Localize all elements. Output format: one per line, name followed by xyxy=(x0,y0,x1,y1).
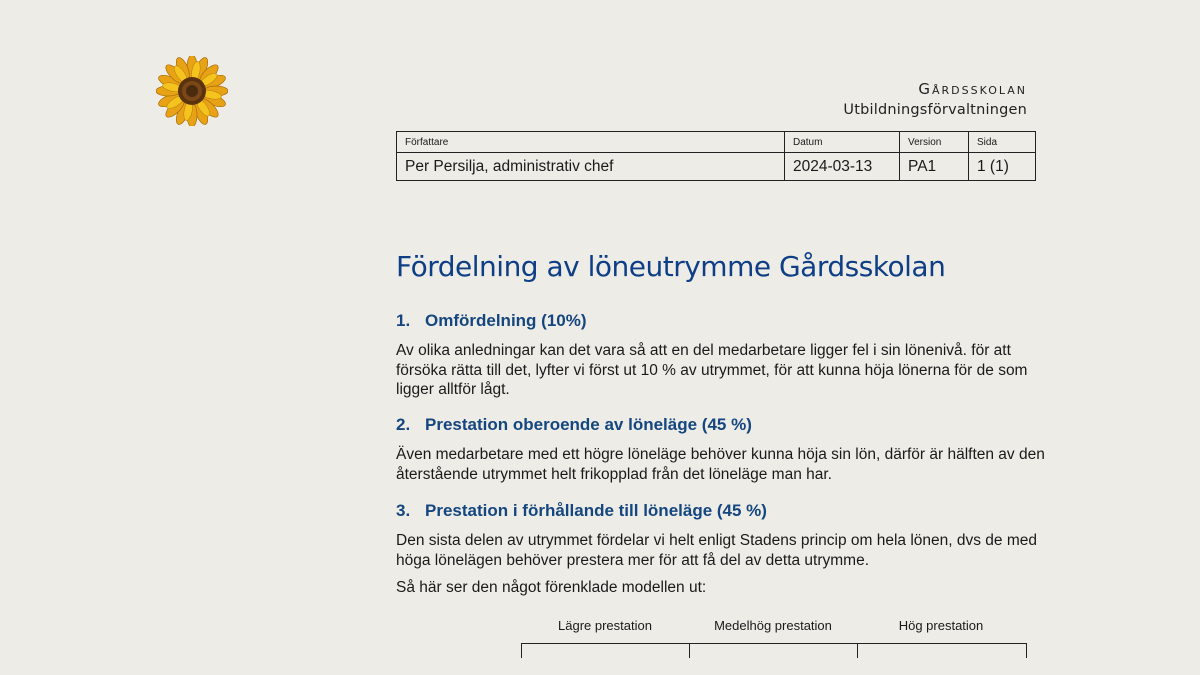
section-number: 1. xyxy=(396,311,411,330)
section-heading-2 xyxy=(396,415,752,435)
department-name: Utbildningsförvaltningen xyxy=(843,102,1027,118)
version-value: PA1 xyxy=(900,153,969,181)
model-column-header: Lägre prestation xyxy=(558,618,652,633)
date-label: Datum xyxy=(785,132,900,153)
model-table-divider xyxy=(857,644,858,658)
page-value: 1 (1) xyxy=(969,153,1036,181)
document-title: Fördelning av löneutrymme Gårdsskolan xyxy=(396,250,946,283)
model-table-divider xyxy=(689,644,690,658)
document-metadata-table xyxy=(396,131,1036,181)
sunflower-icon xyxy=(156,56,228,126)
page-label: Sida xyxy=(969,132,1036,153)
metadata-label-row xyxy=(397,132,1036,153)
section-paragraph: Den sista delen av utrymmet fördelar vi helt enligt Stadens princip om hela lönen, dvs de med höga lönelägen behöver prestera mer för att få del av detta utrymme. xyxy=(396,532,1038,569)
section-paragraph: Av olika anledningar kan det vara så att en del medarbetare ligger fel i sin lönenivå. för att försöka rätta till det, lyfter vi först ut 10 % av utrymmet, för att kunna höja lönerna för de som ligger alltför lågt. xyxy=(396,342,1028,398)
date-value: 2024-03-13 xyxy=(785,153,900,181)
model-column-header: Medelhög prestation xyxy=(714,618,832,633)
model-table-row xyxy=(521,643,1027,658)
section-paragraph: Även medarbetare med ett högre löneläge behöver kunna höja sin lön, därför är hälften av den återstående utrymmet helt frikopplad från det löneläge man har. xyxy=(396,446,1045,483)
section-heading-text: Omfördelning (10%) xyxy=(425,311,587,330)
organization-name: Gårdsskolan xyxy=(918,80,1027,98)
author-label: Författare xyxy=(397,132,785,153)
section-number: 2. xyxy=(396,415,411,434)
author-value: Per Persilja, administrativ chef xyxy=(397,153,785,181)
model-column-header: Hög prestation xyxy=(898,618,984,633)
section-heading-text: Prestation i förhållande till löneläge (45 %) xyxy=(425,501,767,520)
section-number: 3. xyxy=(396,501,411,520)
metadata-value-row xyxy=(397,153,1036,181)
version-label: Version xyxy=(900,132,969,153)
organization-header xyxy=(843,80,1027,118)
section-heading-1 xyxy=(396,311,587,331)
section-paragraph: Så här ser den något förenklade modellen ut: xyxy=(396,579,707,596)
section-heading-text: Prestation oberoende av löneläge (45 %) xyxy=(425,415,752,434)
section-heading-3 xyxy=(396,501,767,521)
